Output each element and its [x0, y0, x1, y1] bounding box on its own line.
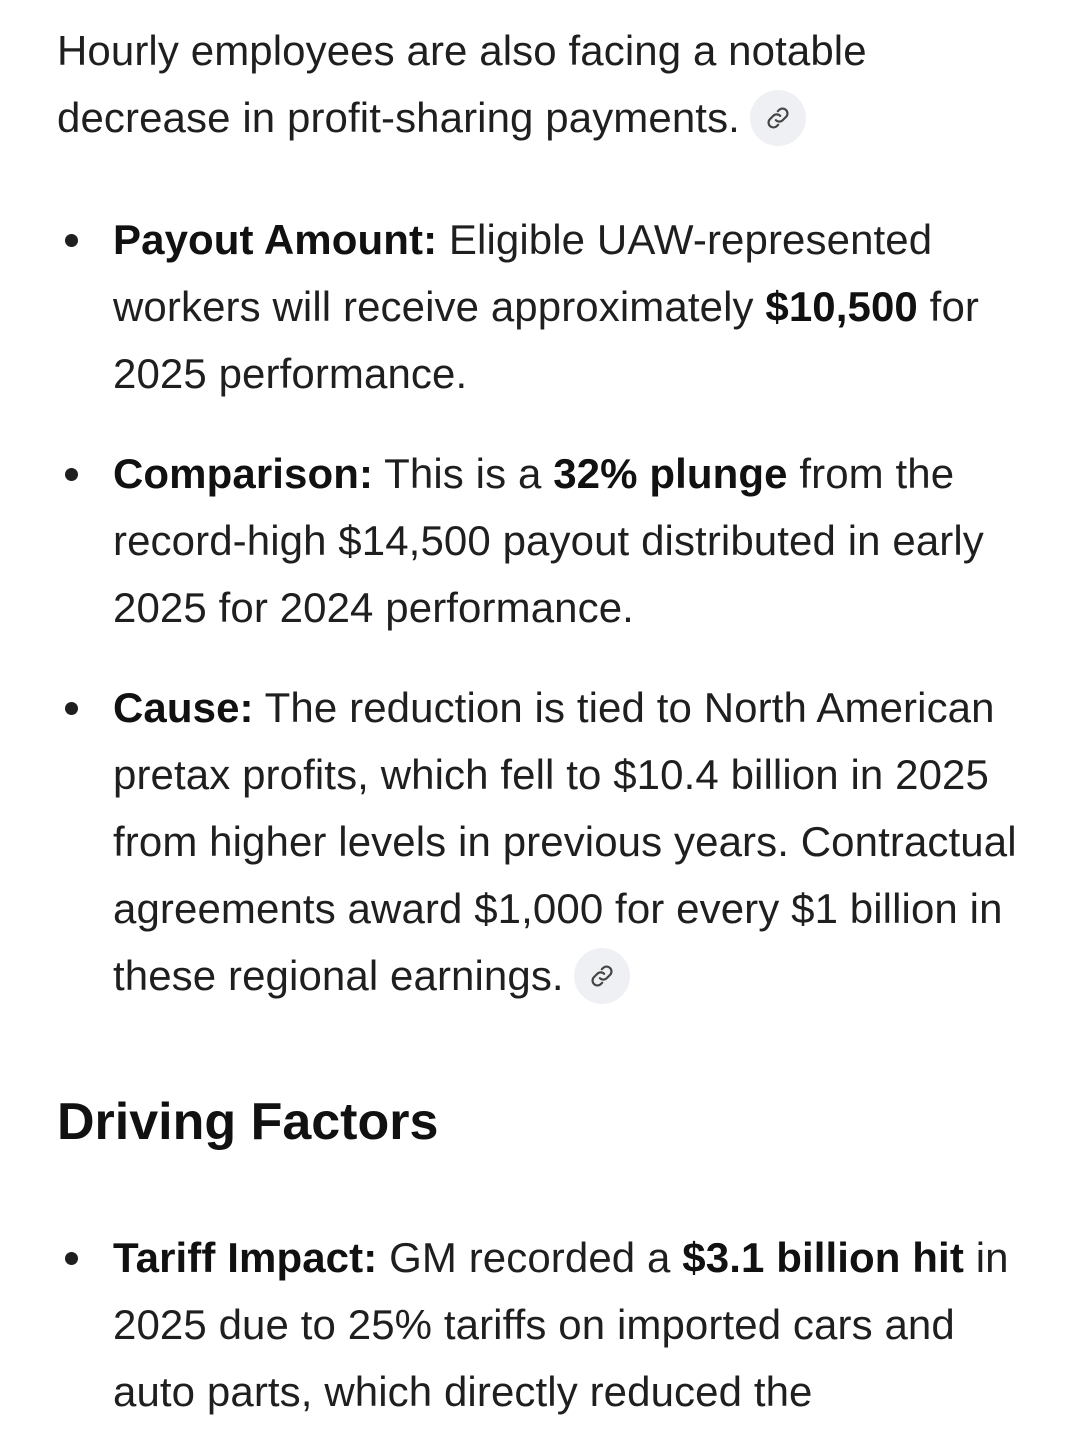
item-text: from the record-high $14,500 payout distributed in early 2025 for 2024 performance.: [113, 450, 984, 631]
item-text: in 2025 due to 25% tariffs on imported cars and auto parts, which directly reduced the: [113, 1234, 1009, 1415]
link-icon: [589, 963, 615, 989]
profit-sharing-list: [57, 206, 1017, 1009]
bullet-dot: [65, 234, 78, 247]
intro-paragraph: [57, 17, 1017, 151]
item-text: Eligible UAW-represented workers will receive approximately: [113, 216, 933, 330]
bullet-dot: [65, 468, 78, 481]
item-label: Comparison:: [113, 450, 374, 497]
list-item: [57, 1224, 1017, 1425]
citation-button[interactable]: [750, 90, 806, 146]
list-item: [57, 440, 1017, 641]
item-label: Tariff Impact:: [113, 1234, 378, 1281]
item-highlight: 32% plunge: [553, 450, 788, 497]
item-highlight: $3.1 billion hit: [682, 1234, 964, 1281]
intro-text: Hourly employees are also facing a notable decrease in profit-sharing payments.: [57, 27, 867, 141]
list-item: [57, 674, 1017, 1009]
item-text: This is a: [373, 450, 554, 497]
citation-button[interactable]: [574, 948, 630, 1004]
item-label: Payout Amount:: [113, 216, 438, 263]
item-text: for 2025 performance.: [113, 283, 979, 397]
bullet-dot: [65, 702, 78, 715]
item-text: GM recorded a: [377, 1234, 683, 1281]
item-highlight: $10,500: [765, 283, 918, 330]
article-content: [57, 17, 1017, 1425]
item-text: The reduction is tied to North American pretax profits, which fell to $10.4 billion in 2025 from higher levels in previous years. Contractual agreements award $1,000 for every $1 billion in these regional earnings.: [113, 684, 1017, 999]
link-icon: [765, 105, 791, 131]
driving-factors-list: [57, 1224, 1017, 1425]
item-label: Cause:: [113, 684, 254, 731]
list-item: [57, 206, 1017, 407]
section-heading: Driving Factors: [57, 1093, 439, 1151]
bullet-dot: [65, 1252, 78, 1265]
